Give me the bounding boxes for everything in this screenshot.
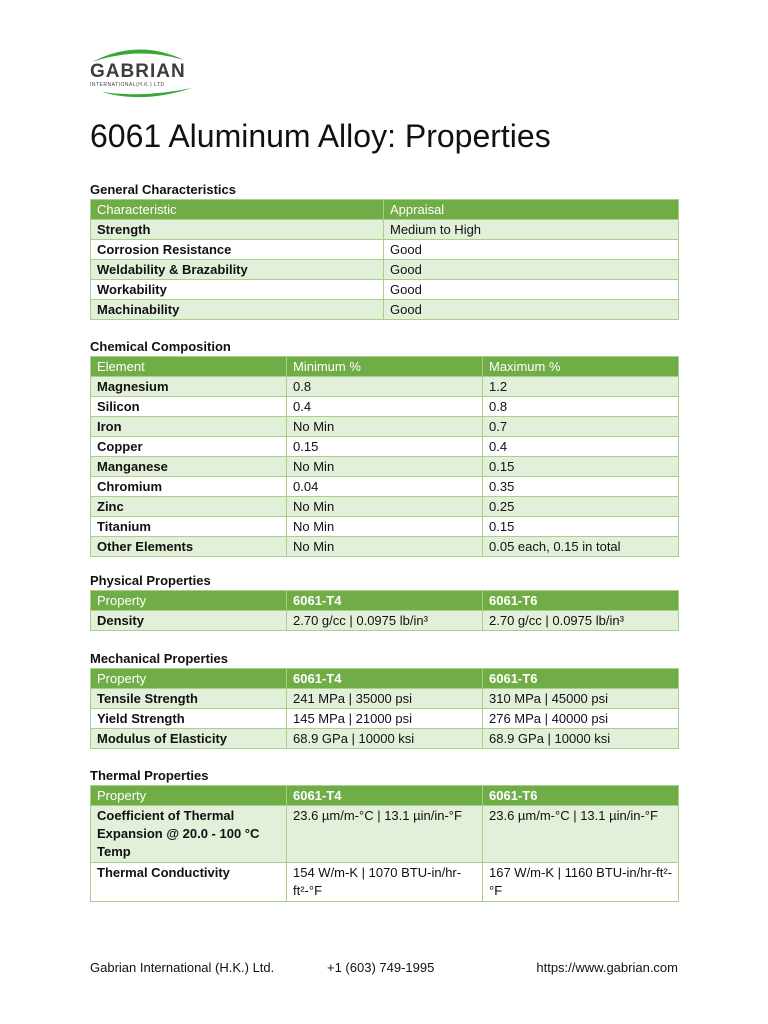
table-cell: 23.6 µm/m-°C | 13.1 µin/in-°F	[483, 806, 679, 863]
table-row	[91, 377, 679, 397]
table-row	[91, 689, 679, 709]
table-cell: Good	[384, 260, 679, 280]
column-header: Minimum %	[287, 357, 483, 377]
table-cell: No Min	[287, 537, 483, 557]
table-cell: 0.7	[483, 417, 679, 437]
table-cell: 145 MPa | 21000 psi	[287, 709, 483, 729]
thermal-properties-section	[90, 767, 678, 902]
table-cell: 0.4	[483, 437, 679, 457]
table-cell: 154 W/m-K | 1070 BTU-in/hr-ft²-°F	[287, 863, 483, 902]
thermal-properties-table	[90, 785, 679, 902]
table-cell: 68.9 GPa | 10000 ksi	[483, 729, 679, 749]
table-row	[91, 863, 679, 902]
table-cell: 23.6 µm/m-°C | 13.1 µin/in-°F	[287, 806, 483, 863]
table-cell: 0.15	[287, 437, 483, 457]
column-header: 6061-T4	[287, 786, 483, 806]
table-cell: 1.2	[483, 377, 679, 397]
table-cell: 167 W/m-K | 1160 BTU-in/hr-ft²-°F	[483, 863, 679, 902]
row-label: Copper	[91, 437, 287, 457]
row-label: Titanium	[91, 517, 287, 537]
row-label: Strength	[91, 220, 384, 240]
table-cell: Good	[384, 280, 679, 300]
column-header: Characteristic	[91, 200, 384, 220]
table-cell: 310 MPa | 45000 psi	[483, 689, 679, 709]
column-header: Property	[91, 591, 287, 611]
table-cell: 0.8	[287, 377, 483, 397]
table-row	[91, 477, 679, 497]
physical-properties-section	[90, 572, 678, 631]
column-header: 6061-T4	[287, 591, 483, 611]
row-label: Coefficient of Thermal Expansion @ 20.0 - 100 °C Temp	[91, 806, 287, 863]
table-row	[91, 300, 679, 320]
section-title: Mechanical Properties	[90, 651, 228, 666]
table-row	[91, 709, 679, 729]
table-cell: Good	[384, 240, 679, 260]
table-cell: No Min	[287, 457, 483, 477]
logo-name: GABRIAN	[90, 61, 186, 82]
footer-company: Gabrian International (H.K.) Ltd.	[90, 960, 275, 975]
table-row	[91, 611, 679, 631]
table-row	[91, 260, 679, 280]
section-title: Chemical Composition	[90, 339, 231, 354]
physical-properties-table	[90, 590, 679, 631]
table-cell: 0.25	[483, 497, 679, 517]
table-row	[91, 220, 679, 240]
table-row	[91, 240, 679, 260]
mechanical-properties-section	[90, 650, 678, 749]
row-label: Modulus of Elasticity	[91, 729, 287, 749]
mechanical-properties-table	[90, 668, 679, 749]
row-label: Magnesium	[91, 377, 287, 397]
column-header: 6061-T6	[483, 786, 679, 806]
table-row	[91, 437, 679, 457]
table-header-row	[91, 591, 679, 611]
section-title: General Characteristics	[90, 182, 236, 197]
row-label: Weldability & Brazability	[91, 260, 384, 280]
table-row	[91, 497, 679, 517]
table-cell: No Min	[287, 517, 483, 537]
table-cell: 276 MPa | 40000 psi	[483, 709, 679, 729]
table-cell: Good	[384, 300, 679, 320]
table-cell: 0.04	[287, 477, 483, 497]
column-header: 6061-T6	[483, 669, 679, 689]
table-header-row	[91, 200, 679, 220]
row-label: Tensile Strength	[91, 689, 287, 709]
row-label: Chromium	[91, 477, 287, 497]
row-label: Manganese	[91, 457, 287, 477]
table-cell: 0.15	[483, 517, 679, 537]
column-header: 6061-T4	[287, 669, 483, 689]
table-cell: No Min	[287, 417, 483, 437]
row-label: Corrosion Resistance	[91, 240, 384, 260]
company-logo	[88, 42, 200, 102]
row-label: Workability	[91, 280, 384, 300]
footer-website-link[interactable]: https://www.gabrian.com	[536, 960, 678, 975]
column-header: Property	[91, 786, 287, 806]
column-header: 6061-T6	[483, 591, 679, 611]
row-label: Density	[91, 611, 287, 631]
table-row	[91, 457, 679, 477]
table-cell: 2.70 g/cc | 0.0975 lb/in³	[483, 611, 679, 631]
table-row	[91, 397, 679, 417]
column-header: Property	[91, 669, 287, 689]
table-cell: 0.8	[483, 397, 679, 417]
section-title: Thermal Properties	[90, 768, 209, 783]
page-footer	[90, 960, 678, 978]
table-row	[91, 417, 679, 437]
general-characteristics-section	[90, 181, 678, 320]
table-row	[91, 280, 679, 300]
row-label: Zinc	[91, 497, 287, 517]
table-header-row	[91, 786, 679, 806]
row-label: Silicon	[91, 397, 287, 417]
row-label: Yield Strength	[91, 709, 287, 729]
table-cell: No Min	[287, 497, 483, 517]
table-cell: 0.15	[483, 457, 679, 477]
chemical-composition-table	[90, 356, 679, 557]
general-characteristics-table	[90, 199, 679, 320]
page-title: 6061 Aluminum Alloy: Properties	[90, 118, 551, 154]
table-row	[91, 806, 679, 863]
section-title: Physical Properties	[90, 573, 211, 588]
table-cell: Medium to High	[384, 220, 679, 240]
table-cell: 0.35	[483, 477, 679, 497]
table-cell: 2.70 g/cc | 0.0975 lb/in³	[287, 611, 483, 631]
table-row	[91, 537, 679, 557]
footer-phone: +1 (603) 749-1995	[327, 960, 435, 975]
table-header-row	[91, 357, 679, 377]
column-header: Maximum %	[483, 357, 679, 377]
row-label: Other Elements	[91, 537, 287, 557]
table-header-row	[91, 669, 679, 689]
logo-subtitle: INTERNATIONAL(H.K.) LTD	[90, 82, 165, 88]
row-label: Iron	[91, 417, 287, 437]
table-row	[91, 729, 679, 749]
chemical-composition-section	[90, 338, 678, 557]
row-label: Machinability	[91, 300, 384, 320]
table-cell: 241 MPa | 35000 psi	[287, 689, 483, 709]
column-header: Appraisal	[384, 200, 679, 220]
table-cell: 68.9 GPa | 10000 ksi	[287, 729, 483, 749]
column-header: Element	[91, 357, 287, 377]
row-label: Thermal Conductivity	[91, 863, 287, 902]
table-cell: 0.4	[287, 397, 483, 417]
table-cell: 0.05 each, 0.15 in total	[483, 537, 679, 557]
table-row	[91, 517, 679, 537]
